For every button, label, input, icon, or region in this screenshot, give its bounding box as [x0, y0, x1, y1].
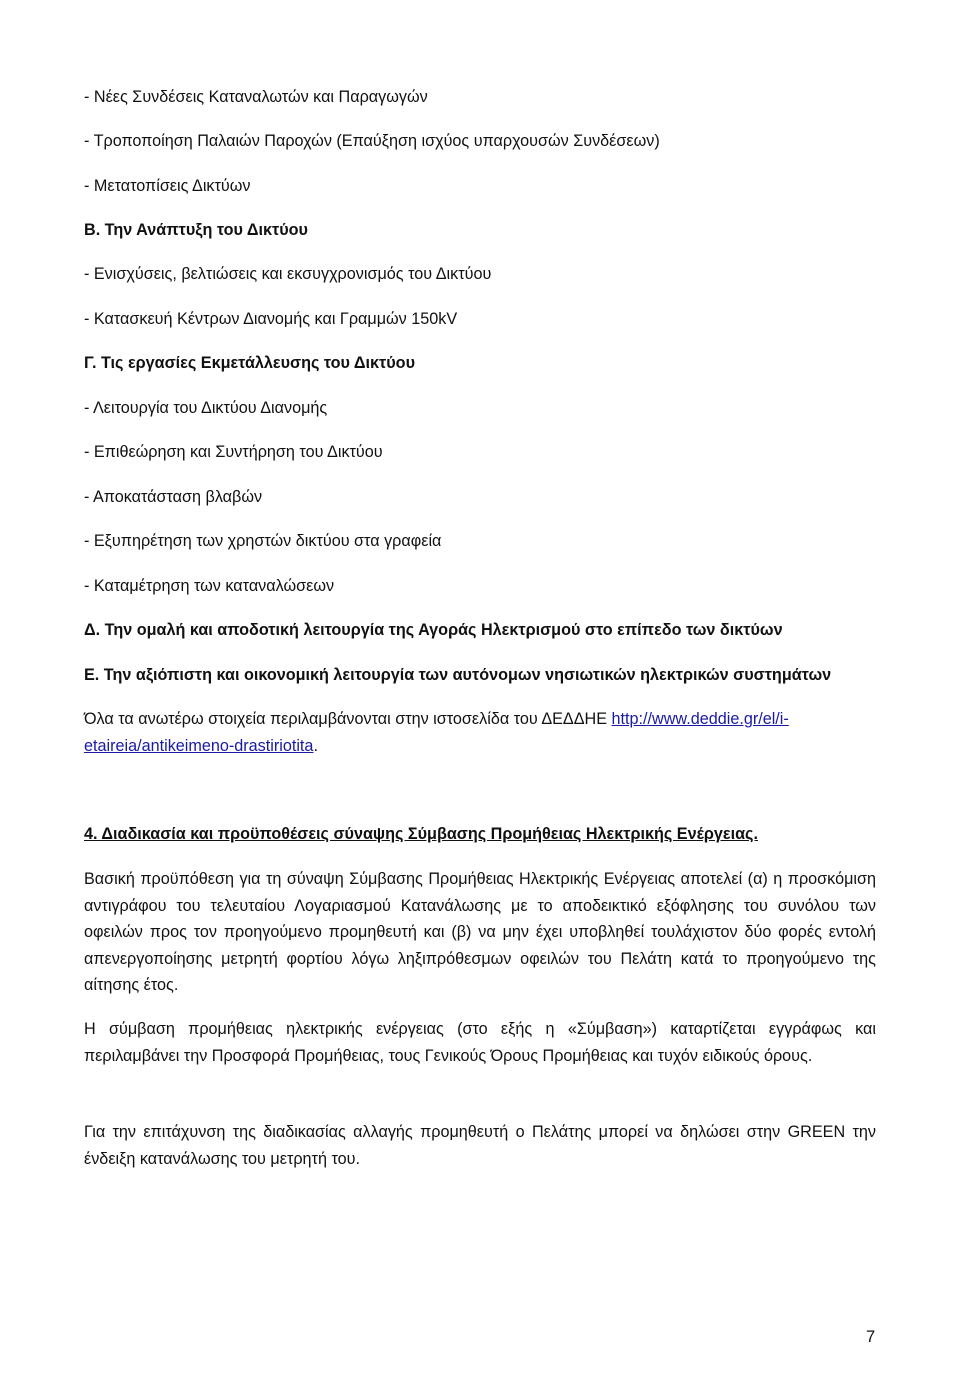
list-item: - Τροποποίηση Παλαιών Παροχών (Επαύξηση ισχύος υπαρχουσών Συνδέσεων): [84, 132, 660, 150]
list-item: - Επιθεώρηση και Συντήρηση του Δικτύου: [84, 443, 383, 461]
note-line: [84, 736, 318, 756]
list-item: - Καταμέτρηση των καταναλώσεων: [84, 577, 335, 595]
list-item: - Εξυπηρέτηση των χρηστών δικτύου στα γραφεία: [84, 532, 442, 550]
section-e-heading: Ε. Την αξιόπιστη και οικονομική λειτουργία των αυτόνομων νησιωτικών ηλεκτρικών συστημάτων: [84, 666, 832, 684]
note-period: .: [313, 737, 318, 755]
paragraph: Η σύμβαση προμήθειας ηλεκτρικής ενέργειας (στο εξής η «Σύμβαση») καταρτίζεται εγγράφως και περιλαμβάνει την Προσφορά Προμήθειας, τους Γενικούς Όρους Προμήθειας και τυχόν ειδικούς όρους.: [84, 1020, 876, 1065]
list-item: - Μετατοπίσεις Δικτύων: [84, 177, 251, 195]
note-text: Όλα τα ανωτέρω στοιχεία περιλαμβάνονται στην ιστοσελίδα του ΔΕΔΔΗΕ: [84, 710, 612, 728]
list-item: - Λειτουργία του Δικτύου Διανομής: [84, 399, 328, 417]
paragraph: Βασική προϋπόθεση για τη σύναψη Σύμβασης Προμήθειας Ηλεκτρικής Ενέργειας αποτελεί (α) η προσκόμιση αντιγράφου του τελευταίου Λογαριασμού Κατανάλωσης με το αποδεικτικό εξόφλησης του συνόλου των οφειλών προς τον προηγούμενο προμηθευτή και (β) να μην έχει υποβληθεί τουλάχιστον δύο φορές εντολή απενεργοποίησης μετρητή φορτίου λόγω ληξιπρόθεσμων οφειλών του Πελάτη κατά το προηγούμενο της αίτησης έτος.: [84, 870, 876, 994]
deddie-link[interactable]: http://www.deddie.gr/el/i-: [611, 710, 789, 728]
paragraph: Για την επιτάχυνση της διαδικασίας αλλαγής προμηθευτή ο Πελάτης μπορεί να δηλώσει στην GREEN την ένδειξη κατανάλωσης του μετρητή του.: [84, 1123, 876, 1168]
list-item: - Αποκατάσταση βλαβών: [84, 488, 263, 506]
list-item: - Νέες Συνδέσεις Καταναλωτών και Παραγωγών: [84, 88, 428, 106]
deddie-link-continued[interactable]: etaireia/antikeimeno-drastiriotita: [84, 737, 314, 755]
page-number: 7: [866, 1328, 876, 1346]
section-d-heading: Δ. Την ομαλή και αποδοτική λειτουργία της Αγοράς Ηλεκτρισμού στο επίπεδο των δικτύων: [84, 621, 783, 639]
note-line: [84, 709, 789, 729]
section-b-heading: Β. Την Ανάπτυξη του Δικτύου: [84, 221, 308, 239]
section-c-heading: Γ. Τις εργασίες Εκμετάλλευσης του Δικτύου: [84, 354, 415, 372]
list-item: - Ενισχύσεις, βελτιώσεις και εκσυγχρονισμός του Δικτύου: [84, 265, 492, 283]
section-4-heading: 4. Διαδικασία και προϋποθέσεις σύναψης Σύμβασης Προμήθειας Ηλεκτρικής Ενέργειας.: [84, 825, 758, 843]
list-item: - Κατασκευή Κέντρων Διανομής και Γραμμών 150kV: [84, 310, 458, 328]
